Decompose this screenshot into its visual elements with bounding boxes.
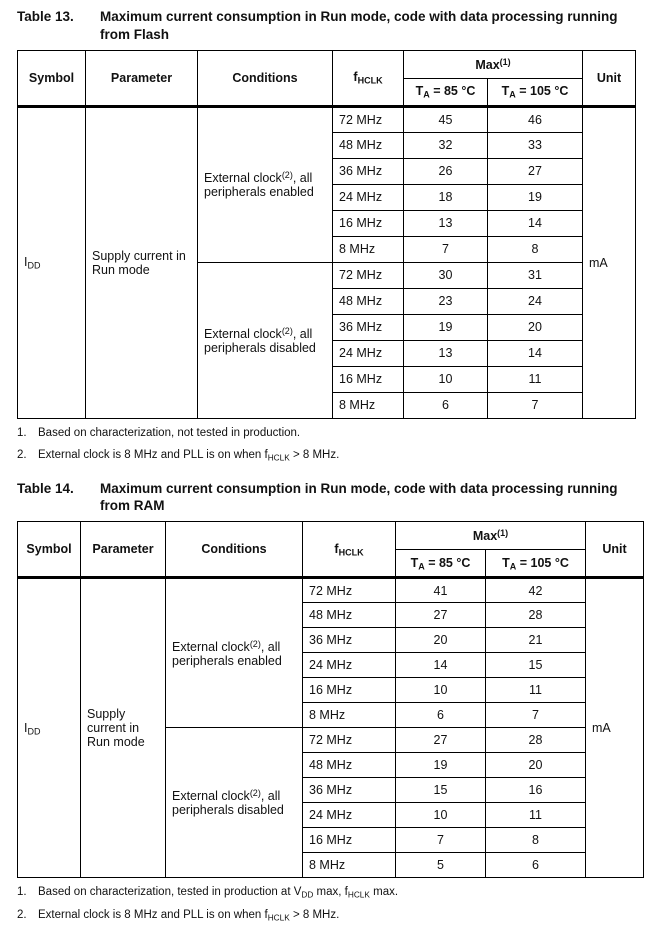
max85-cell: 30 — [404, 262, 488, 288]
table14-header-fhclk: $f_{HCLK}$ — [303, 522, 396, 578]
max105-cell: 14 — [488, 210, 583, 236]
max105-cell: 6 — [486, 853, 586, 878]
conditions-disabled-cell: External clock$^{(2)}$, all peripherals disabled — [166, 728, 303, 878]
max85-cell: 27 — [396, 603, 486, 628]
table-row — [18, 106, 636, 132]
table13-header-max: Max$^{(1)}$ — [404, 50, 583, 78]
table-row — [18, 578, 644, 603]
max105-cell: 33 — [488, 132, 583, 158]
max85-cell: 10 — [396, 803, 486, 828]
max85-cell: 27 — [396, 728, 486, 753]
max85-cell: 13 — [404, 340, 488, 366]
max85-cell: 26 — [404, 158, 488, 184]
max85-cell: 7 — [396, 828, 486, 853]
freq-cell: 8 MHz — [333, 236, 404, 262]
table13-caption — [17, 8, 643, 44]
freq-cell: 8 MHz — [303, 703, 396, 728]
table14-header-conditions: Conditions — [166, 522, 303, 578]
max85-cell: 7 — [404, 236, 488, 262]
table14-header-parameter: Parameter — [81, 522, 166, 578]
freq-cell: 72 MHz — [333, 106, 404, 132]
table14-header-unit: Unit — [586, 522, 644, 578]
freq-cell: 72 MHz — [303, 578, 396, 603]
symbol-cell: $I_{DD}$ — [18, 106, 86, 418]
max105-cell: 27 — [488, 158, 583, 184]
freq-cell: 36 MHz — [303, 778, 396, 803]
max105-cell: 46 — [488, 106, 583, 132]
freq-cell: 16 MHz — [303, 678, 396, 703]
max105-cell: 24 — [488, 288, 583, 314]
table13-header-ta105: $T_A = 105$ °C — [488, 78, 583, 106]
freq-cell: 36 MHz — [333, 314, 404, 340]
max85-cell: 13 — [404, 210, 488, 236]
freq-cell: 24 MHz — [303, 653, 396, 678]
max85-cell: 10 — [404, 366, 488, 392]
max85-cell: 23 — [404, 288, 488, 314]
max105-cell: 20 — [488, 314, 583, 340]
freq-cell: 24 MHz — [333, 340, 404, 366]
freq-cell: 72 MHz — [333, 262, 404, 288]
max85-cell: 45 — [404, 106, 488, 132]
max105-cell: 8 — [486, 828, 586, 853]
max105-cell: 28 — [486, 603, 586, 628]
freq-cell: 16 MHz — [333, 366, 404, 392]
parameter-cell: Supply current in Run mode — [81, 578, 166, 878]
max105-cell: 19 — [488, 184, 583, 210]
table13-caption-label: Table 13. — [17, 9, 74, 24]
table14-caption-label: Table 14. — [17, 480, 74, 496]
table13-header-fhclk: $f_{HCLK}$ — [333, 50, 404, 106]
conditions-enabled-cell: External clock$^{(2)}$, all peripherals enabled — [198, 106, 333, 262]
max105-cell: 11 — [486, 803, 586, 828]
max105-cell: 11 — [486, 678, 586, 703]
max85-cell: 19 — [404, 314, 488, 340]
conditions-enabled-cell: External clock$^{(2)}$, all peripherals enabled — [166, 578, 303, 728]
freq-cell: 8 MHz — [303, 853, 396, 878]
freq-cell: 16 MHz — [303, 828, 396, 853]
footnote: 1. Based on characterization, tested in production at $V_{DD}$ max, $f_{HCLK}$ max. — [17, 886, 399, 900]
table14-header-ta105: $T_A = 105$ °C — [486, 550, 586, 578]
freq-cell: 24 MHz — [333, 184, 404, 210]
table14-header-ta85: $T_A = 85$ °C — [396, 550, 486, 578]
parameter-cell: Supply current in Run mode — [86, 106, 198, 418]
max105-cell: 15 — [486, 653, 586, 678]
table13-header-ta85: $T_A = 85$ °C — [404, 78, 488, 106]
max85-cell: 6 — [404, 392, 488, 418]
max85-cell: 41 — [396, 578, 486, 603]
table13-caption-title: Maximum current consumption in Run mode, code with data processing running from Flash — [100, 9, 618, 42]
max105-cell: 20 — [486, 753, 586, 778]
max85-cell: 6 — [396, 703, 486, 728]
table14-caption — [17, 480, 643, 516]
freq-cell: 36 MHz — [303, 628, 396, 653]
table14 — [17, 521, 644, 878]
freq-cell: 24 MHz — [303, 803, 396, 828]
max105-cell: 42 — [486, 578, 586, 603]
table13-header-parameter: Parameter — [86, 50, 198, 106]
max105-cell: 14 — [488, 340, 583, 366]
max105-cell: 28 — [486, 728, 586, 753]
unit-cell: mA — [583, 106, 636, 418]
conditions-disabled-cell: External clock$^{(2)}$, all peripherals disabled — [198, 262, 333, 418]
table14-header-symbol: Symbol — [18, 522, 81, 578]
freq-cell: 36 MHz — [333, 158, 404, 184]
footnote: 2. External clock is 8 MHz and PLL is on when $f_{HCLK} > 8$ MHz. — [17, 909, 340, 923]
table14-header-max: Max$^{(1)}$ — [396, 522, 586, 550]
table13 — [17, 50, 636, 419]
footnote: 1. Based on characterization, not tested in production. — [17, 426, 301, 439]
table13-footnotes — [17, 426, 643, 464]
table13-header-conditions: Conditions — [198, 50, 333, 106]
max105-cell: 11 — [488, 366, 583, 392]
table13-header-unit: Unit — [583, 50, 636, 106]
max85-cell: 20 — [396, 628, 486, 653]
max85-cell: 5 — [396, 853, 486, 878]
max105-cell: 7 — [488, 392, 583, 418]
unit-cell: mA — [586, 578, 644, 878]
table14-footnotes — [17, 885, 643, 924]
max85-cell: 10 — [396, 678, 486, 703]
max85-cell: 19 — [396, 753, 486, 778]
max85-cell: 18 — [404, 184, 488, 210]
max105-cell: 7 — [486, 703, 586, 728]
table14-caption-title: Maximum current consumption in Run mode, code with data processing running from RAM — [100, 480, 618, 514]
symbol-cell: $I_{DD}$ — [18, 578, 81, 878]
freq-cell: 8 MHz — [333, 392, 404, 418]
max85-cell: 14 — [396, 653, 486, 678]
max105-cell: 21 — [486, 628, 586, 653]
max105-cell: 16 — [486, 778, 586, 803]
freq-cell: 48 MHz — [303, 753, 396, 778]
table13-header-symbol: Symbol — [18, 50, 86, 106]
freq-cell: 48 MHz — [333, 288, 404, 314]
freq-cell: 48 MHz — [303, 603, 396, 628]
freq-cell: 72 MHz — [303, 728, 396, 753]
max85-cell: 32 — [404, 132, 488, 158]
max105-cell: 8 — [488, 236, 583, 262]
freq-cell: 16 MHz — [333, 210, 404, 236]
max85-cell: 15 — [396, 778, 486, 803]
freq-cell: 48 MHz — [333, 132, 404, 158]
max105-cell: 31 — [488, 262, 583, 288]
footnote: 2. External clock is 8 MHz and PLL is on when $f_{HCLK} > 8$ MHz. — [17, 448, 340, 462]
